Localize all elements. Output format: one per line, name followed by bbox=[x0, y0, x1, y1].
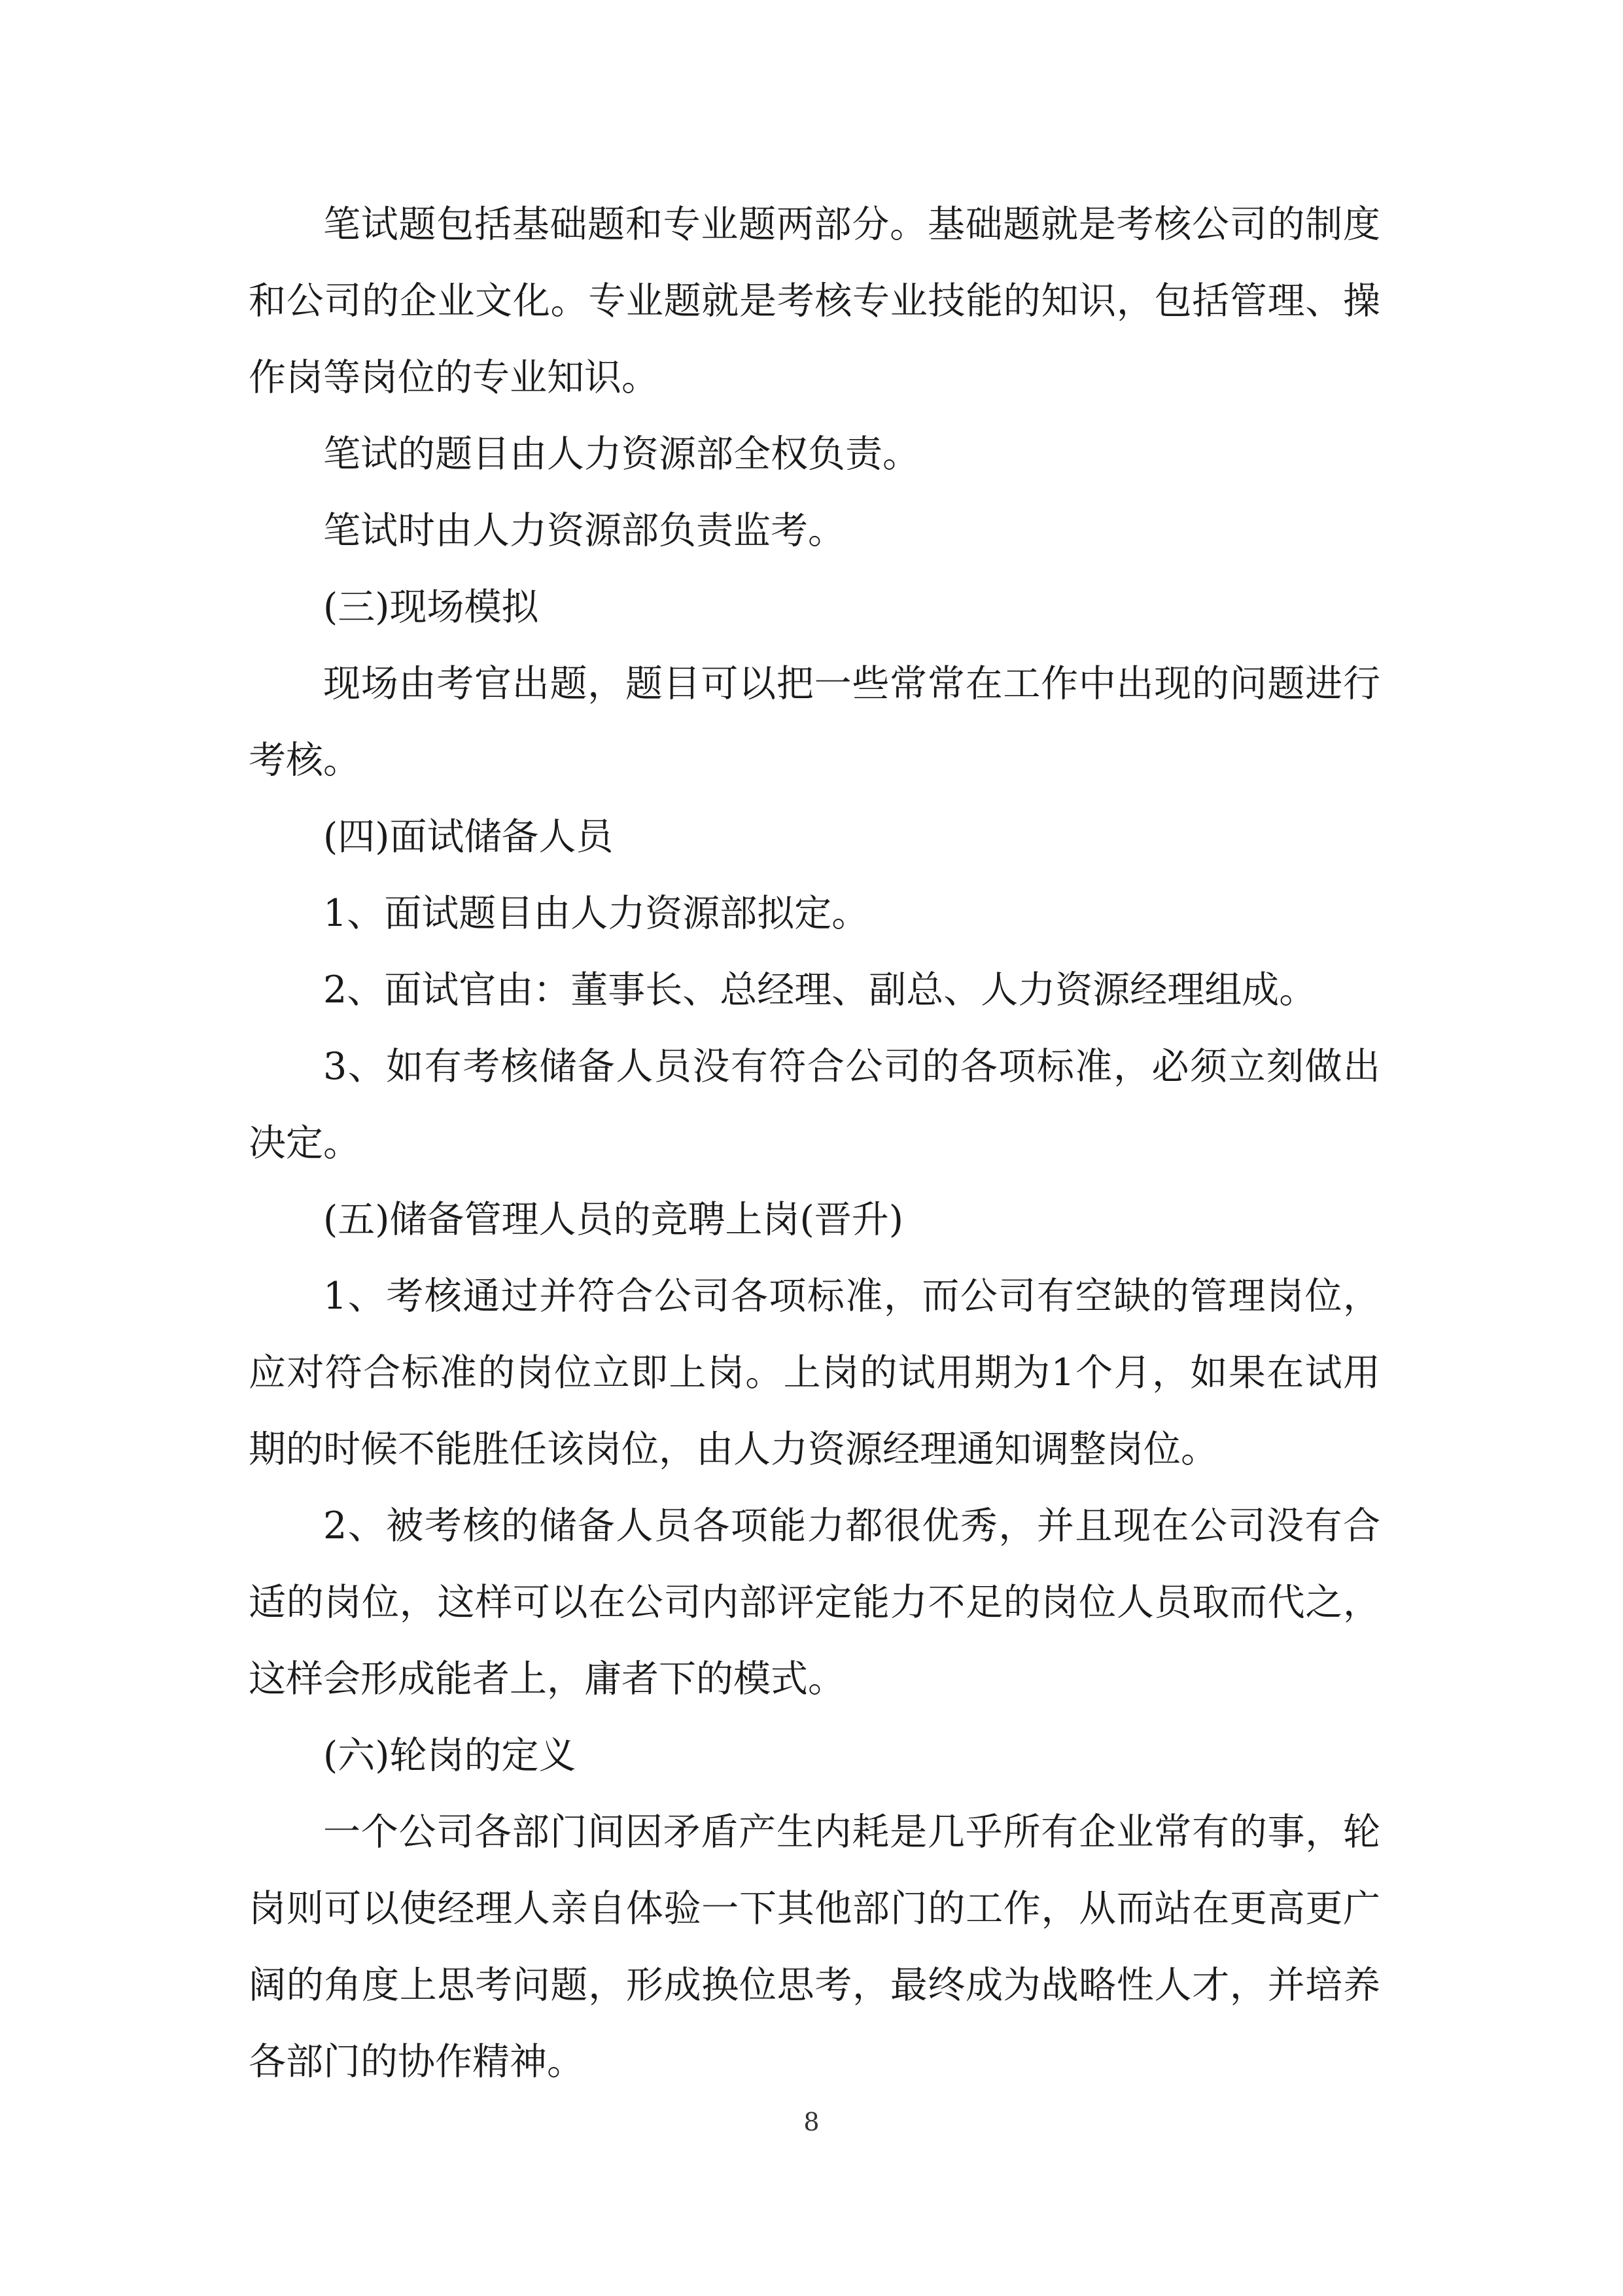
list-item-interview-2: 2、面试官由：董事长、总经理、副总、人力资源经理组成。 bbox=[323, 968, 1317, 1012]
paragraph-written-test-content: 笔试题包括基础题和专业题两部分。基础题就是考核公司的制度和公司的企业文化。专业题就是考核专业技能的知识，包括管理、操作岗等岗位的专业知识。 bbox=[249, 203, 1380, 399]
list-item-promotion-2: 2、被考核的储备人员各项能力都很优秀，并且现在公司没有合适的岗位，这样可以在公司内部评定能力不足的岗位人员取而代之，这样会形成能者上，庸者下的模式。 bbox=[249, 1504, 1380, 1701]
document-body bbox=[249, 186, 1380, 2100]
heading-job-rotation: (六)轮岗的定义 bbox=[323, 1734, 576, 1777]
heading-interview-reserve-staff: (四)面试储备人员 bbox=[323, 815, 614, 858]
heading-onsite-simulation: (三)现场模拟 bbox=[323, 586, 539, 629]
paragraph-written-test-authority: 笔试的题目由人力资源部全权负责。 bbox=[323, 433, 920, 476]
list-item-promotion-1: 1、考核通过并符合公司各项标准，而公司有空缺的管理岗位，应对符合标准的岗位立即上岗。上岗的试用期为1个月，如果在试用期的时候不能胜任该岗位，由人力资源经理通知调整岗位。 bbox=[249, 1275, 1380, 1471]
paragraph-onsite-simulation: 现场由考官出题，题目可以把一些常常在工作中出现的问题进行考核。 bbox=[249, 662, 1380, 782]
page-number: 8 bbox=[803, 2108, 820, 2136]
paragraph-job-rotation: 一个公司各部门间因矛盾产生内耗是几乎所有企业常有的事，轮岗则可以使经理人亲自体验一下其他部门的工作，从而站在更高更广阔的角度上思考问题，形成换位思考，最终成为战略性人才，并培养各部门的协作精神。 bbox=[249, 1810, 1380, 2083]
list-item-interview-1: 1、面试题目由人力资源部拟定。 bbox=[323, 892, 869, 935]
heading-promotion: (五)储备管理人员的竞聘上岗(晋升) bbox=[323, 1198, 903, 1241]
paragraph-written-test-proctor: 笔试时由人力资源部负责监考。 bbox=[323, 509, 845, 552]
list-item-interview-3: 3、如有考核储备人员没有符合公司的各项标准，必须立刻做出决定。 bbox=[249, 1045, 1380, 1165]
